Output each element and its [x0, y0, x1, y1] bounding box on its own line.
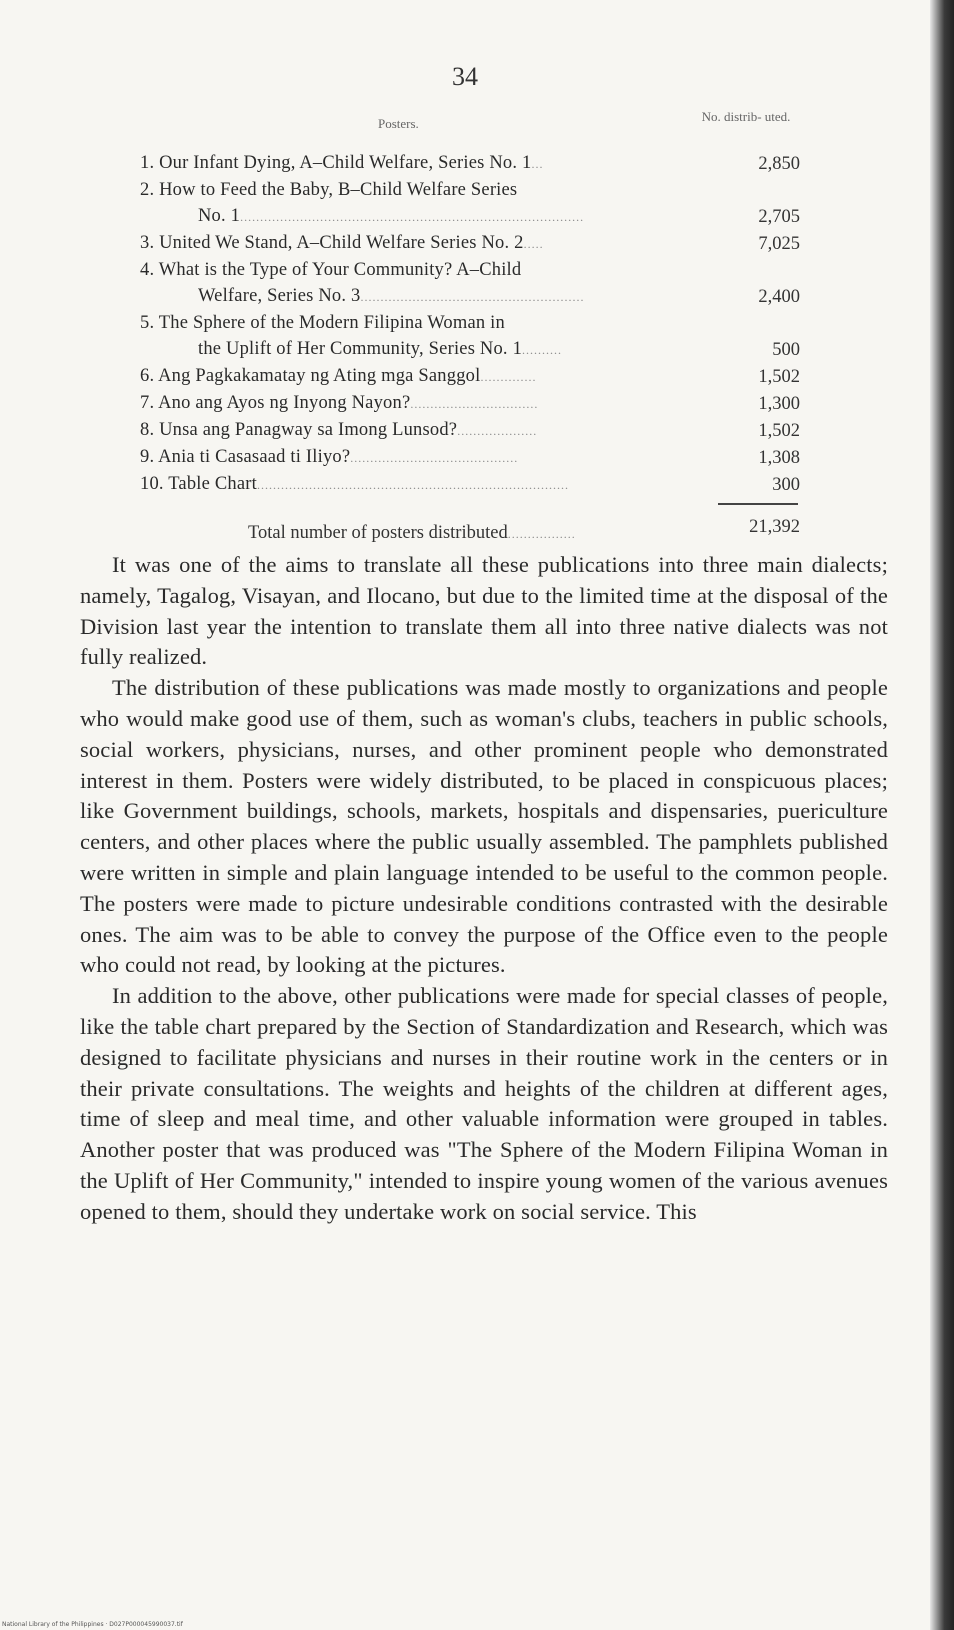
poster-title-line: 1. Our Infant Dying, A–Child Welfare, Series No. 1 [140, 153, 532, 173]
distributed-count: 1,308 [758, 448, 800, 468]
poster-title [140, 150, 706, 177]
paragraph: It was one of the aims to translate all these publications into three main dialects; namely, Tagalog, Visayan, and Ilocano, but due to the limited time at the disposal of the Division last year the intention to translate them all into three native dialects was not fully realized. [80, 552, 888, 670]
leader-dots: .......................................... [350, 451, 519, 465]
poster-title-line: 10. Table Chart [140, 474, 257, 494]
distributed-count: 1,300 [758, 394, 800, 414]
poster-title [140, 471, 706, 498]
posters-column-header: Posters. [378, 116, 419, 131]
poster-title [140, 257, 706, 310]
distributed-count: 2,850 [758, 154, 800, 174]
poster-title [140, 230, 706, 257]
paragraph: The distribution of these publications was made mostly to organizations and people who would make good use of them, such as woman's clubs, teachers in public schools, social workers, physicians, nurses, and other prominent people who demonstrated interest in them. Posters were widely distributed, to be placed in conspicuous places; like Government buildings, schools, markets, hospitals and dispensaries, puericulture centers, and other places where the public usually assembled. The pamphlets published were written in simple and plain language intended to be useful to the common people. The posters were made to picture undesirable conditions contrasted with the desirable ones. The aim was to be able to convey the purpose of the Office even to the people who could not read, by looking at the pictures. [80, 675, 888, 978]
table-row [140, 363, 800, 390]
table-row [140, 150, 800, 177]
table-row [140, 390, 800, 417]
poster-title [140, 177, 706, 230]
table-row [140, 417, 800, 444]
distributed-count: 500 [772, 340, 800, 360]
poster-title-line: 2. How to Feed the Baby, B–Child Welfare Series [140, 180, 518, 200]
total-label-text: Total number of posters distributed [248, 523, 508, 543]
poster-title-line: 5. The Sphere of the Modern Filipina Woman in [140, 313, 505, 333]
sum-rule [718, 503, 798, 505]
table-row [140, 257, 800, 310]
total-label [248, 523, 576, 544]
leader-dots: .......... [522, 343, 563, 357]
leader-dots: ........................................................ [360, 290, 585, 304]
table-row [140, 230, 800, 257]
leader-dots: ................. [507, 527, 576, 541]
leader-dots: .............. [480, 370, 537, 384]
poster-title-continuation [140, 336, 706, 363]
poster-title-line: No. 1 [198, 206, 241, 226]
poster-title [140, 444, 706, 471]
poster-title-line: 8. Unsa ang Panagway sa Imong Lunsod? [140, 420, 458, 440]
poster-title-continuation [140, 203, 706, 230]
poster-title-line: the Uplift of Her Community, Series No. 1 [198, 339, 523, 359]
poster-title-line: 6. Ang Pagkakamatay ng Ating mga Sanggol [140, 366, 481, 386]
leader-dots: .................... [457, 424, 538, 438]
distributed-column-header: No. distrib- uted. [701, 109, 791, 124]
leader-dots: ..... [523, 237, 544, 251]
poster-title-line: Welfare, Series No. 3 [198, 286, 361, 306]
table-row [140, 310, 800, 363]
poster-title [140, 310, 706, 363]
poster-title [140, 390, 706, 417]
posters-table [140, 150, 800, 498]
poster-title-line: 3. United We Stand, A–Child Welfare Series No. 2 [140, 233, 524, 253]
poster-title-line: 4. What is the Type of Your Community? A–Child [140, 260, 522, 280]
leader-dots: .............................................................................. [256, 478, 569, 492]
poster-title-line: 9. Ania ti Casasaad ti Iliyo? [140, 447, 351, 467]
poster-title [140, 417, 706, 444]
distributed-count: 7,025 [758, 234, 800, 254]
distributed-count: 2,400 [758, 287, 800, 307]
table-row [140, 444, 800, 471]
scan-footer: National Library of the Philippines · D027P000045990037.tif [2, 1621, 183, 1628]
total-value: 21,392 [749, 517, 800, 537]
distributed-count: 2,705 [758, 207, 800, 227]
distributed-count: 300 [772, 475, 800, 495]
body-text [80, 550, 888, 1228]
leader-dots: ...................................................................................... [240, 210, 585, 224]
paragraph: In addition to the above, other publications were made for special classes of people, like the table chart prepared by the Section of Standardization and Research, which was designed to facilitate physicians and nurses in their routine work in the centers or in their private consultations. The weights and heights of the children at different ages, time of sleep and meal time, and other valuable information were grouped in tables. Another poster that was produced was "The Sphere of the Modern Filipina Woman in the Uplift of Her Community," intended to inspire young women of the various avenues opened to them, should they undertake work on social service. This [80, 983, 888, 1224]
poster-title-continuation [140, 283, 706, 310]
poster-title-line: 7. Ano ang Ayos ng Inyong Nayon? [140, 393, 411, 413]
distributed-count: 1,502 [758, 367, 800, 387]
page-number: 34 [452, 62, 478, 91]
leader-dots: ................................ [410, 397, 539, 411]
table-row [140, 471, 800, 498]
poster-title [140, 363, 706, 390]
page-edge-shadow [930, 0, 954, 1630]
leader-dots: ... [531, 157, 544, 171]
table-row [140, 177, 800, 230]
distributed-count: 1,502 [758, 421, 800, 441]
